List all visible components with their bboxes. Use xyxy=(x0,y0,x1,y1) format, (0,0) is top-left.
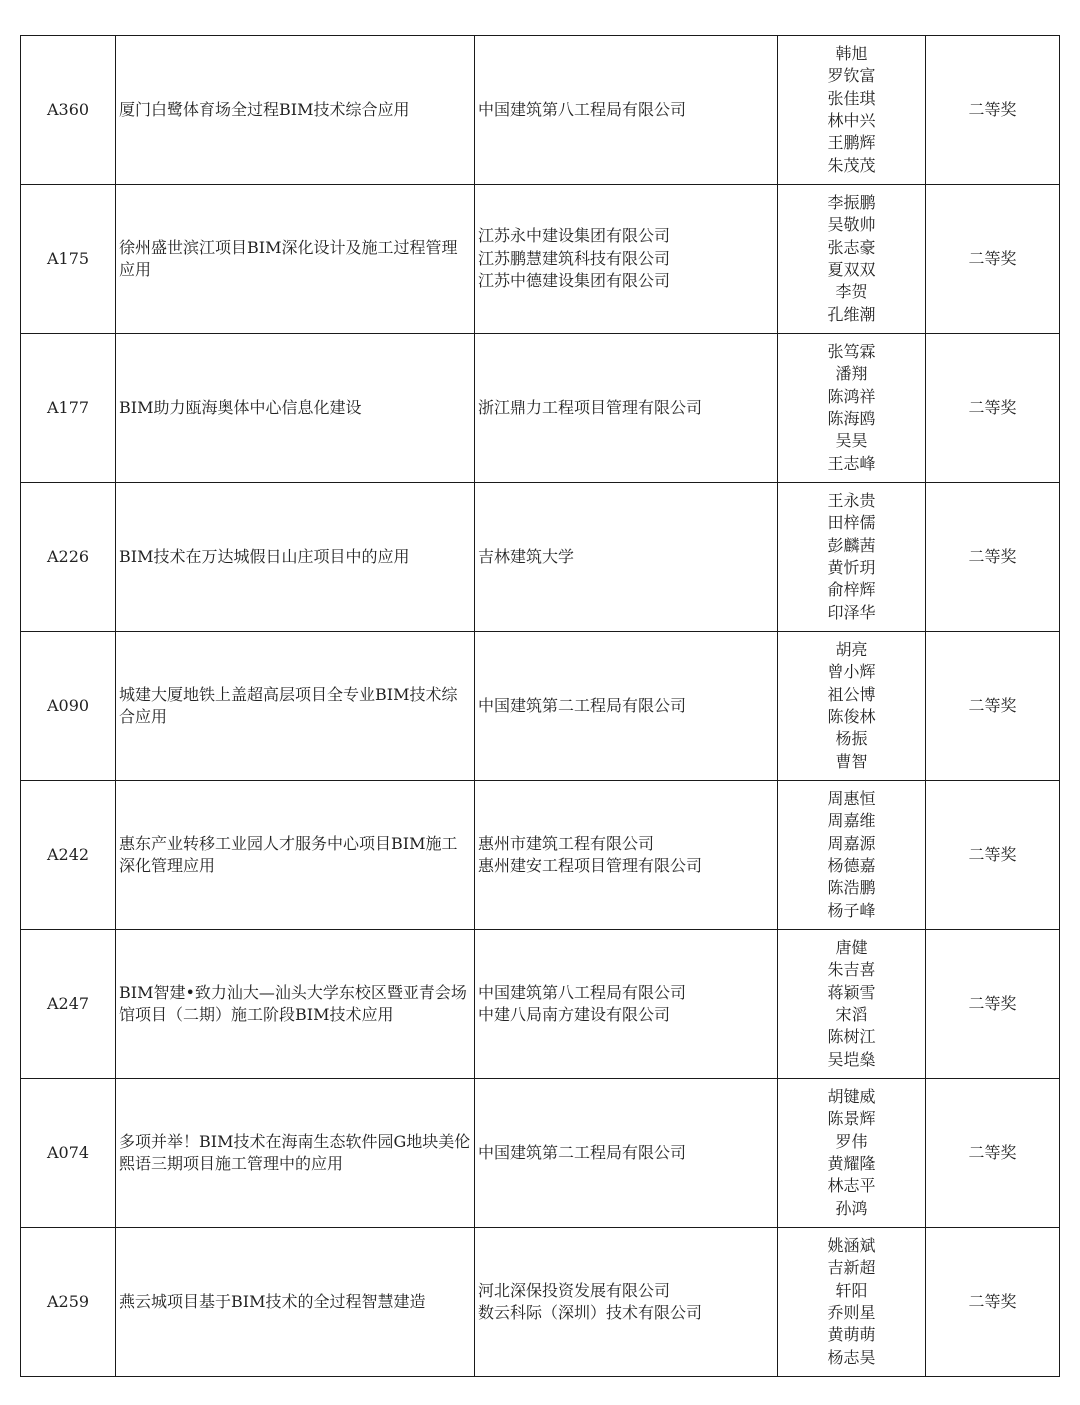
project-title-cell xyxy=(116,36,475,185)
organizations-cell xyxy=(475,185,778,334)
team-members-cell xyxy=(778,632,926,781)
award-level-cell xyxy=(926,334,1060,483)
table-row xyxy=(21,781,1060,930)
organizations-cell xyxy=(475,1079,778,1228)
project-title: BIM助力瓯海奥体中心信息化建设 xyxy=(119,397,362,417)
team-member: 王永贵 xyxy=(827,490,876,510)
team-member: 黄耀隆 xyxy=(827,1154,876,1173)
team-member: 李振鹏 xyxy=(827,192,876,212)
organization-name: 中国建筑第二工程局有限公司 xyxy=(478,1142,687,1162)
team-member: 周嘉源 xyxy=(827,833,876,853)
organization-name: 江苏永中建设集团有限公司 xyxy=(478,226,671,246)
table-row xyxy=(21,483,1060,632)
project-id-cell xyxy=(21,632,116,781)
team-member: 曹智 xyxy=(835,751,868,771)
award-level-cell xyxy=(926,1079,1060,1228)
project-title-cell xyxy=(116,1228,475,1377)
project-id: A259 xyxy=(46,1291,90,1311)
organizations-cell xyxy=(475,930,778,1079)
team-member: 吴垲燊 xyxy=(827,1049,876,1069)
team-member: 陈景辉 xyxy=(827,1109,876,1129)
project-id-cell xyxy=(21,1228,116,1377)
project-title-cell xyxy=(116,930,475,1079)
team-member: 王志峰 xyxy=(827,453,876,473)
project-id-cell xyxy=(21,334,116,483)
award-level: 二等奖 xyxy=(968,248,1017,268)
award-level-cell xyxy=(926,483,1060,632)
project-title-cell xyxy=(116,185,475,334)
team-members-cell xyxy=(778,930,926,1079)
team-member: 张佳琪 xyxy=(827,88,876,108)
organization-name: 中国建筑第八工程局有限公司 xyxy=(478,982,687,1002)
team-member: 杨振 xyxy=(835,729,868,749)
awards-table xyxy=(20,35,1060,1377)
table-row xyxy=(21,930,1060,1079)
team-member: 杨子峰 xyxy=(827,900,876,920)
award-level-cell xyxy=(926,185,1060,334)
team-member: 杨志昊 xyxy=(827,1347,876,1367)
organization-name: 河北深保投资发展有限公司 xyxy=(478,1280,671,1300)
award-level-cell xyxy=(926,632,1060,781)
project-title-cell xyxy=(116,632,475,781)
project-id-cell xyxy=(21,36,116,185)
project-id-cell xyxy=(21,930,116,1079)
award-level: 二等奖 xyxy=(968,695,1017,715)
team-member: 周惠恒 xyxy=(827,788,876,808)
team-member: 陈鸿祥 xyxy=(827,386,876,406)
team-member: 韩旭 xyxy=(835,43,868,63)
organization-name: 惠州建安工程项目管理有限公司 xyxy=(478,856,703,875)
organizations-cell xyxy=(475,781,778,930)
award-level: 二等奖 xyxy=(968,993,1017,1013)
award-level-cell xyxy=(926,781,1060,930)
organizations-cell xyxy=(475,36,778,185)
team-member: 林志平 xyxy=(827,1176,876,1196)
team-member: 王鹏辉 xyxy=(827,133,876,153)
project-title-cell xyxy=(116,483,475,632)
organization-name: 中建八局南方建设有限公司 xyxy=(478,1005,671,1024)
team-member: 张志豪 xyxy=(827,237,876,257)
project-title-cell xyxy=(116,781,475,930)
team-member: 胡亮 xyxy=(835,639,868,659)
organization-name: 吉林建筑大学 xyxy=(478,546,575,566)
team-members-cell xyxy=(778,1079,926,1228)
team-member: 李贺 xyxy=(835,282,868,302)
project-id-cell xyxy=(21,1079,116,1228)
team-member: 黄忻玥 xyxy=(827,558,876,577)
table-row xyxy=(21,36,1060,185)
team-members-cell xyxy=(778,1228,926,1377)
organizations-cell xyxy=(475,483,778,632)
project-id-cell xyxy=(21,483,116,632)
team-members-cell xyxy=(778,781,926,930)
team-member: 孔维潮 xyxy=(827,304,876,324)
team-member: 姚涵斌 xyxy=(827,1235,876,1255)
team-member: 黄萌萌 xyxy=(827,1325,876,1345)
project-id: A090 xyxy=(46,695,90,715)
team-member: 唐健 xyxy=(835,937,868,957)
team-member: 杨德嘉 xyxy=(827,856,876,875)
team-member: 曾小辉 xyxy=(827,662,876,682)
team-member: 祖公博 xyxy=(827,684,876,704)
project-title: 城建大厦地铁上盖超高层项目全专业BIM技术综合应用 xyxy=(119,684,458,726)
award-level: 二等奖 xyxy=(968,844,1017,864)
award-level-cell xyxy=(926,36,1060,185)
award-level: 二等奖 xyxy=(968,99,1017,119)
project-title-cell xyxy=(116,334,475,483)
project-id: A360 xyxy=(46,99,90,119)
project-id: A242 xyxy=(46,844,90,864)
organization-name: 江苏鹏慧建筑科技有限公司 xyxy=(478,248,671,268)
project-id: A175 xyxy=(46,248,90,268)
organizations-cell xyxy=(475,1228,778,1377)
project-id: A074 xyxy=(46,1142,90,1162)
team-member: 宋滔 xyxy=(835,1005,868,1024)
organization-name: 浙江鼎力工程项目管理有限公司 xyxy=(478,397,703,417)
award-level: 二等奖 xyxy=(968,1291,1017,1311)
organization-name: 惠州市建筑工程有限公司 xyxy=(478,833,655,853)
team-member: 彭麟茜 xyxy=(827,535,876,555)
team-member: 罗钦富 xyxy=(827,66,876,86)
organization-name: 中国建筑第二工程局有限公司 xyxy=(478,695,687,715)
team-member: 周嘉维 xyxy=(827,811,876,831)
team-member: 吴敬帅 xyxy=(827,215,876,235)
team-member: 乔则星 xyxy=(827,1303,876,1322)
team-member: 潘翔 xyxy=(835,364,868,384)
project-title-cell xyxy=(116,1079,475,1228)
team-member: 俞梓辉 xyxy=(827,580,876,600)
table-row xyxy=(21,334,1060,483)
team-member: 林中兴 xyxy=(827,111,876,130)
team-member: 陈海鸥 xyxy=(827,409,876,428)
project-id: A177 xyxy=(46,397,90,417)
awards-table-body xyxy=(21,36,1060,1377)
team-member: 罗伟 xyxy=(835,1131,868,1151)
table-row xyxy=(21,185,1060,334)
team-member: 胡键威 xyxy=(827,1086,876,1106)
team-members-cell xyxy=(778,483,926,632)
project-id-cell xyxy=(21,185,116,334)
team-member: 张笃霖 xyxy=(827,341,876,361)
team-members-cell xyxy=(778,36,926,185)
team-member: 轩阳 xyxy=(835,1280,868,1300)
project-title: 厦门白鹭体育场全过程BIM技术综合应用 xyxy=(119,99,410,119)
project-title: 多项并举！BIM技术在海南生态软件园G地块美伦熙语三期项目施工管理中的应用 xyxy=(119,1131,471,1173)
team-members-cell xyxy=(778,185,926,334)
organizations-cell xyxy=(475,632,778,781)
project-id-cell xyxy=(21,781,116,930)
organizations-cell xyxy=(475,334,778,483)
team-member: 田梓儒 xyxy=(827,513,876,533)
table-row xyxy=(21,1228,1060,1377)
table-row xyxy=(21,1079,1060,1228)
team-member: 蒋颖雪 xyxy=(827,982,876,1002)
project-title: 徐州盛世滨江项目BIM深化设计及施工过程管理应用 xyxy=(119,237,458,279)
organization-name: 数云科际（深圳）技术有限公司 xyxy=(478,1303,703,1322)
team-member: 陈树江 xyxy=(827,1027,876,1047)
project-title: 惠东产业转移工业园人才服务中心项目BIM施工深化管理应用 xyxy=(119,833,458,875)
award-level-cell xyxy=(926,1228,1060,1377)
team-member: 夏双双 xyxy=(827,260,876,279)
award-level-cell xyxy=(926,930,1060,1079)
team-member: 陈浩鹏 xyxy=(827,878,876,898)
team-member: 朱茂茂 xyxy=(827,155,876,175)
team-members-cell xyxy=(778,334,926,483)
team-member: 印泽华 xyxy=(827,602,876,622)
organization-name: 江苏中德建设集团有限公司 xyxy=(478,271,671,291)
project-title: BIM技术在万达城假日山庄项目中的应用 xyxy=(119,546,410,566)
team-member: 孙鸿 xyxy=(835,1198,868,1218)
team-member: 吉新超 xyxy=(827,1258,876,1278)
project-id: A247 xyxy=(46,993,90,1013)
award-level: 二等奖 xyxy=(968,1142,1017,1162)
award-level: 二等奖 xyxy=(968,546,1017,566)
team-member: 吴昊 xyxy=(835,431,868,451)
table-row xyxy=(21,632,1060,781)
project-title: BIM智建•致力汕大—汕头大学东校区暨亚青会场馆项目（二期）施工阶段BIM技术应用 xyxy=(119,982,467,1024)
project-id: A226 xyxy=(46,546,90,566)
team-member: 陈俊林 xyxy=(827,707,876,726)
organization-name: 中国建筑第八工程局有限公司 xyxy=(478,99,687,119)
team-member: 朱吉喜 xyxy=(827,960,876,980)
award-level: 二等奖 xyxy=(968,397,1017,417)
project-title: 燕云城项目基于BIM技术的全过程智慧建造 xyxy=(119,1291,426,1311)
